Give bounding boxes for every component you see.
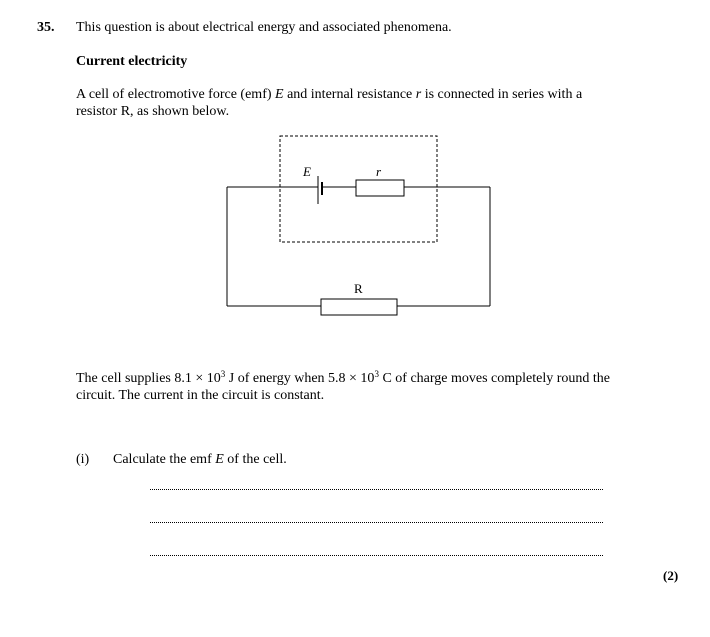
para2-text-c: C of charge moves completely round the — [378, 371, 611, 386]
cell-symbol — [318, 176, 322, 204]
label-E: E — [303, 164, 311, 179]
para2-text-b: J of energy when 5.8 × 10 — [225, 371, 375, 386]
para1-text-a: A cell of electromotive force (emf) — [76, 87, 276, 102]
answer-line-3[interactable] — [150, 555, 603, 556]
para1-symbol-E: E — [275, 87, 284, 102]
para1-line2: resistor R, as shown below. — [76, 104, 230, 119]
para1-symbol-r: r — [415, 87, 422, 102]
para1-text-b: and internal resistance — [283, 87, 416, 102]
answer-line-1[interactable] — [150, 489, 603, 490]
marks-label: (2) — [663, 568, 679, 583]
energy-charge-statement — [76, 370, 610, 404]
para2-text-a: The cell supplies 8.1 × 10 — [76, 371, 221, 386]
para1-text-c: is connected in series with a — [421, 87, 583, 102]
part-i-symbol-E: E — [215, 452, 224, 467]
question-number: 35. — [37, 20, 55, 35]
part-i-text-a: Calculate the emf — [113, 452, 216, 467]
part-i-text-b: of the cell. — [223, 452, 287, 467]
para2-exponent-1: 3 — [220, 369, 226, 379]
label-R: R — [354, 281, 363, 296]
internal-resistor — [356, 180, 404, 196]
part-i-label: (i) — [76, 452, 90, 467]
section-heading: Current electricity — [76, 54, 188, 69]
label-r: r — [376, 164, 382, 179]
question-intro: This question is about electrical energy and associated phenomena. — [76, 20, 452, 35]
part-i-question — [113, 452, 287, 468]
para2-exponent-2: 3 — [374, 369, 379, 379]
answer-line-2[interactable] — [150, 522, 603, 523]
external-resistor — [321, 299, 397, 315]
para2-line2: circuit. The current in the circuit is constant. — [76, 388, 325, 403]
